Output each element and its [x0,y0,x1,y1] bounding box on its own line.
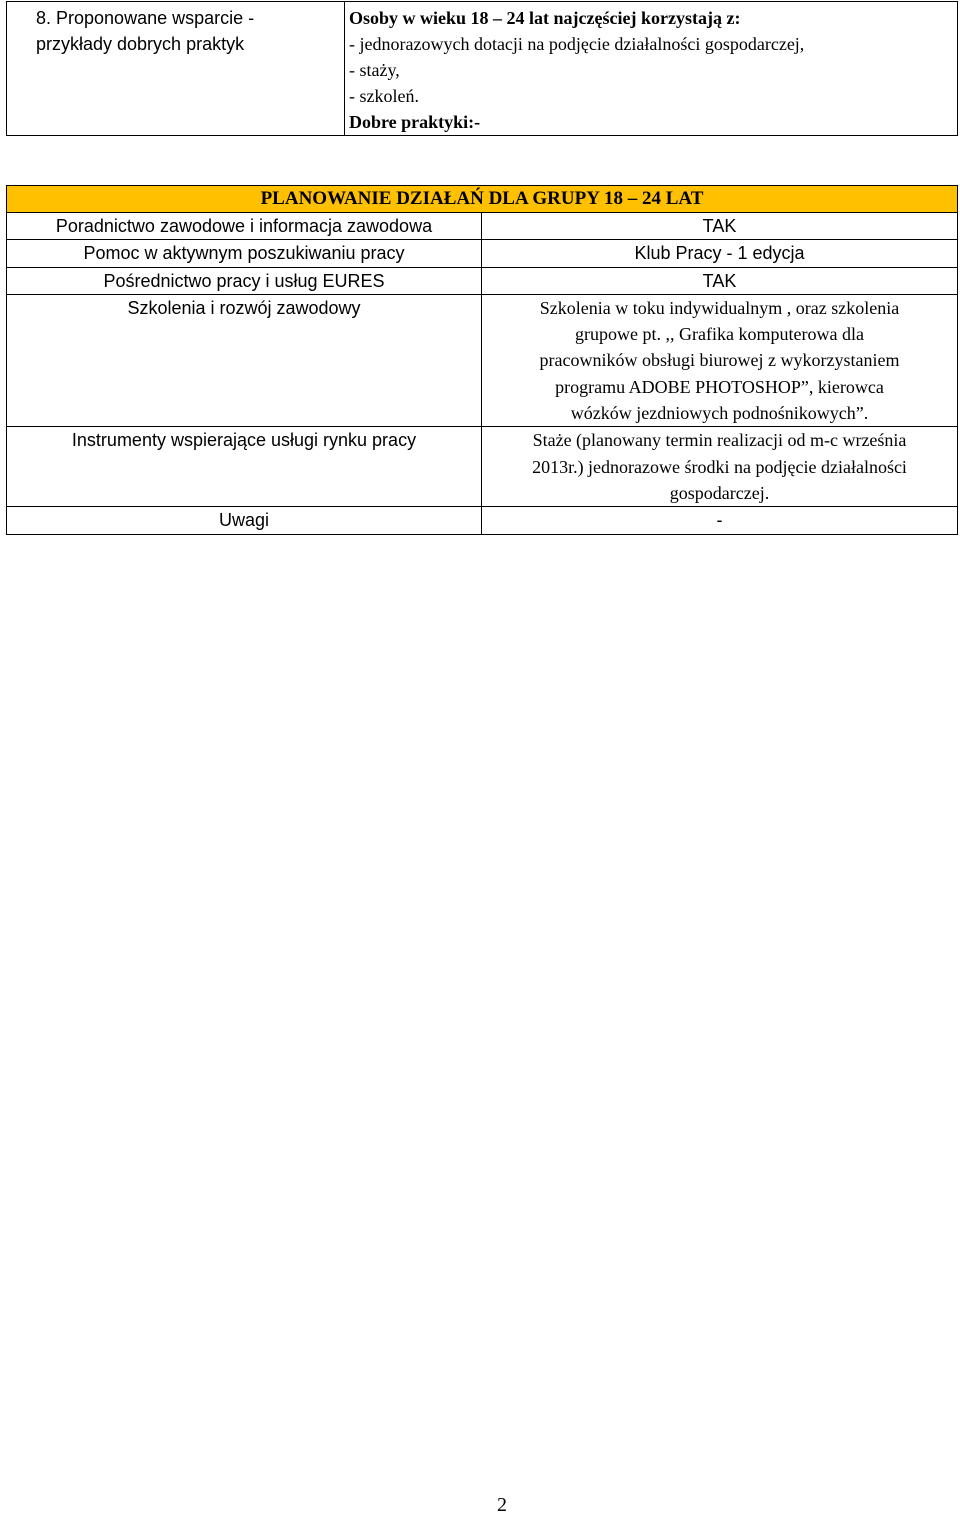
good-practices-label: Dobre praktyki:- [349,112,481,132]
proposed-support-label-line2: przykłady dobrych praktyk [36,34,245,54]
row-label-notes: Uwagi [7,507,482,534]
proposed-support-label-line1: 8. Proponowane wsparcie - [36,8,255,28]
row-label-market-instruments: Instrumenty wspierające usługi rynku pracy [7,427,482,507]
training-line-4: programu ADOBE PHOTOSHOP”, kierowca [555,376,884,397]
support-item-trainings: - szkoleń. [349,86,419,106]
row-label-career-counselling: Poradnictwo zawodowe i informacja zawodowa [7,213,482,240]
row-label-job-search: Pomoc w aktywnym poszukiwaniu pracy [7,240,482,267]
row-value-eures: TAK [482,267,958,294]
training-line-2: grupowe pt. ,, Grafika komputerowa dla [575,324,864,345]
table-row [7,507,958,534]
row-value-market-instruments [482,427,958,507]
training-line-3: pracowników obsługi biurowej z wykorzystaniem [539,350,900,371]
table-row [7,267,958,294]
age-group-heading: Osoby w wieku 18 – 24 lat najczęściej korzystają z: [349,8,741,28]
support-item-internships: - staży, [349,60,400,80]
planning-table [6,185,958,535]
row-value-notes: - [482,507,958,534]
support-item-grants: - jednorazowych dotacji na podjęcie działalności gospodarczej, [349,34,805,54]
training-line-5: wózków jezdniowych podnośnikowych”. [570,403,869,424]
instruments-line-1: Staże (planowany termin realizacji od m-c września [532,430,907,451]
table-row [7,213,958,240]
row-label-eures: Pośrednictwo pracy i usług EURES [7,267,482,294]
proposed-support-content [345,2,958,136]
training-line-1: Szkolenia w toku indywidualnym , oraz szkolenia [539,297,900,318]
row-value-training [482,294,958,426]
proposed-support-table [6,1,958,136]
row-label-training: Szkolenia i rozwój zawodowy [7,294,482,426]
table-row [7,294,958,426]
proposed-support-label [7,2,345,136]
page-number: 2 [497,1494,507,1516]
table-row [7,427,958,507]
instruments-line-2: 2013r.) jednorazowe środki na podjęcie działalności [532,456,907,477]
planning-table-header: PLANOWANIE DZIAŁAŃ DLA GRUPY 18 – 24 LAT [7,186,958,213]
instruments-line-3: gospodarczej. [669,482,770,503]
row-value-job-search: Klub Pracy - 1 edycja [482,240,958,267]
table-row [7,240,958,267]
row-value-career-counselling: TAK [482,213,958,240]
